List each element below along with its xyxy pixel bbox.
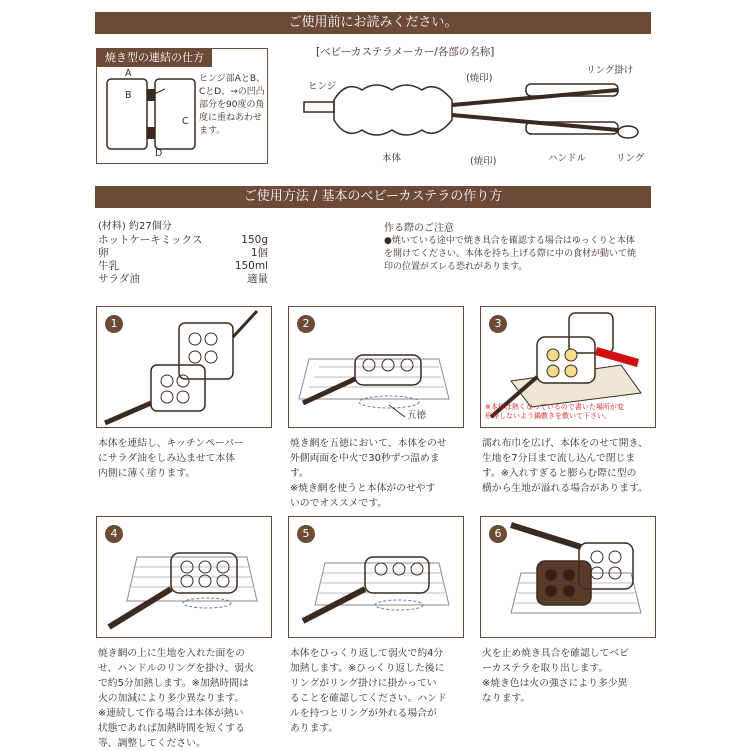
header-band: [95, 12, 651, 34]
step-1-desc: 本体を連結し、キッチンペーパー にサラダ油をしみ込ませて本体 内側に薄く塗ります。: [98, 438, 244, 479]
connection-title: 焼き型の連結の仕方: [97, 49, 212, 67]
step-5-desc: 本体をひっくり返して弱火で約4分 加熱します。※ひっくり返した後に リングがリング掛けに掛かってい ることを確認してください。ハンド ルを持つとリングが外れる場合が あります。: [290, 648, 447, 734]
step-5-panel: [288, 516, 464, 638]
step-5-illustration: [289, 517, 463, 637]
usage-band: [95, 186, 651, 208]
label-a: A: [125, 68, 132, 79]
label-c: C: [182, 116, 189, 127]
step-1-number: 1: [105, 315, 123, 333]
ingredients-list: [98, 234, 268, 286]
step-3-number: 3: [489, 315, 507, 333]
step-4-number: 4: [105, 525, 123, 543]
parts-title: [ベビーカステラメーカー/各部の名称]: [316, 46, 495, 58]
ingredient-row: 牛乳 150ml: [98, 260, 268, 272]
step-6-desc: 火を止め焼き具合を確認してベビ ーカステラを取り出します。 ※焼き色は火の強さにより多少異 なります。: [482, 648, 629, 704]
step-3-desc: 濡れ布巾を広げ、本体をのせて開き、 生地を7分目まで流し込んで閉じま す。※入れすぎると膨らむ際に型の 横から生地が溢れる場合があります。: [482, 438, 648, 494]
label-d: D: [155, 148, 163, 159]
caution-title: 作る際のご注意: [384, 223, 454, 234]
step-2-number: 2: [297, 315, 315, 333]
connection-text: ヒンジ部AとB、 CとD、→の凹凸 部分を90度の角 度に重ねあわせ ます。: [199, 74, 266, 136]
step-2-stand-label: 五徳: [407, 410, 427, 421]
step-4-illustration: [97, 517, 271, 637]
ingredient-row: ホットケーキミックス 150g: [98, 234, 268, 246]
part-brand-top: (焼印): [466, 73, 493, 84]
step-6-panel: [480, 516, 656, 638]
step-3-warning: ※本体は熱くなっているので書いた場所が変 形等しないよう鍋敷きを敷いて下さい。: [485, 403, 624, 420]
header-title: ご使用前にお読みください。: [288, 15, 458, 30]
part-ring-hook: リング掛け: [586, 65, 634, 76]
step-2-panel: [288, 306, 464, 428]
step-1-illustration: [97, 307, 271, 427]
step-1-panel: [96, 306, 272, 428]
caution-block: 作る際のご注意 ●焼いている途中で焼き具合を確認する場合はゆっくりと本体 を開けてください。本体を持ち上げる際に中の食材が動いて焼 印の位置がズレる恐れがあります。: [384, 222, 652, 274]
part-brand-bottom: (焼印): [470, 156, 497, 167]
step-4-desc: 焼き網の上に生地を入れた面をの せ、ハンドルのリングを掛け、弱火 で約5分加熱します。※加熱時間は 火の加減により多少異なります。 ※連続して作る場合は本体が熱い 状態であれば加熱時間を短くする 等、調整してください。: [98, 648, 254, 749]
step-2-desc: 焼き網を五徳において、本体をのせ 外側両面を中火で30秒ずつ温めま す。 ※焼き網を使うと本体がのせやす いのでオススメです。: [290, 438, 447, 509]
step-6-illustration: [481, 517, 655, 637]
step-4-panel: [96, 516, 272, 638]
usage-title: ご使用方法 / 基本のベビーカステラの作り方: [243, 189, 503, 204]
label-b: B: [125, 90, 132, 101]
connection-box: [96, 48, 268, 164]
part-ring: リング: [616, 153, 645, 164]
ingredient-row: 卵 1個: [98, 247, 268, 259]
step-6-number: 6: [489, 525, 507, 543]
part-handle: ハンドル: [548, 153, 587, 164]
ingredient-row: サラダ油 適量: [98, 273, 268, 285]
step-3-panel: [480, 306, 656, 428]
part-hinge: ヒンジ: [308, 81, 337, 92]
step-5-number: 5: [297, 525, 315, 543]
step-2-illustration: [289, 307, 463, 427]
ingredients-heading: (材料) 約27個分: [98, 221, 172, 232]
part-body: 本体: [382, 153, 402, 164]
